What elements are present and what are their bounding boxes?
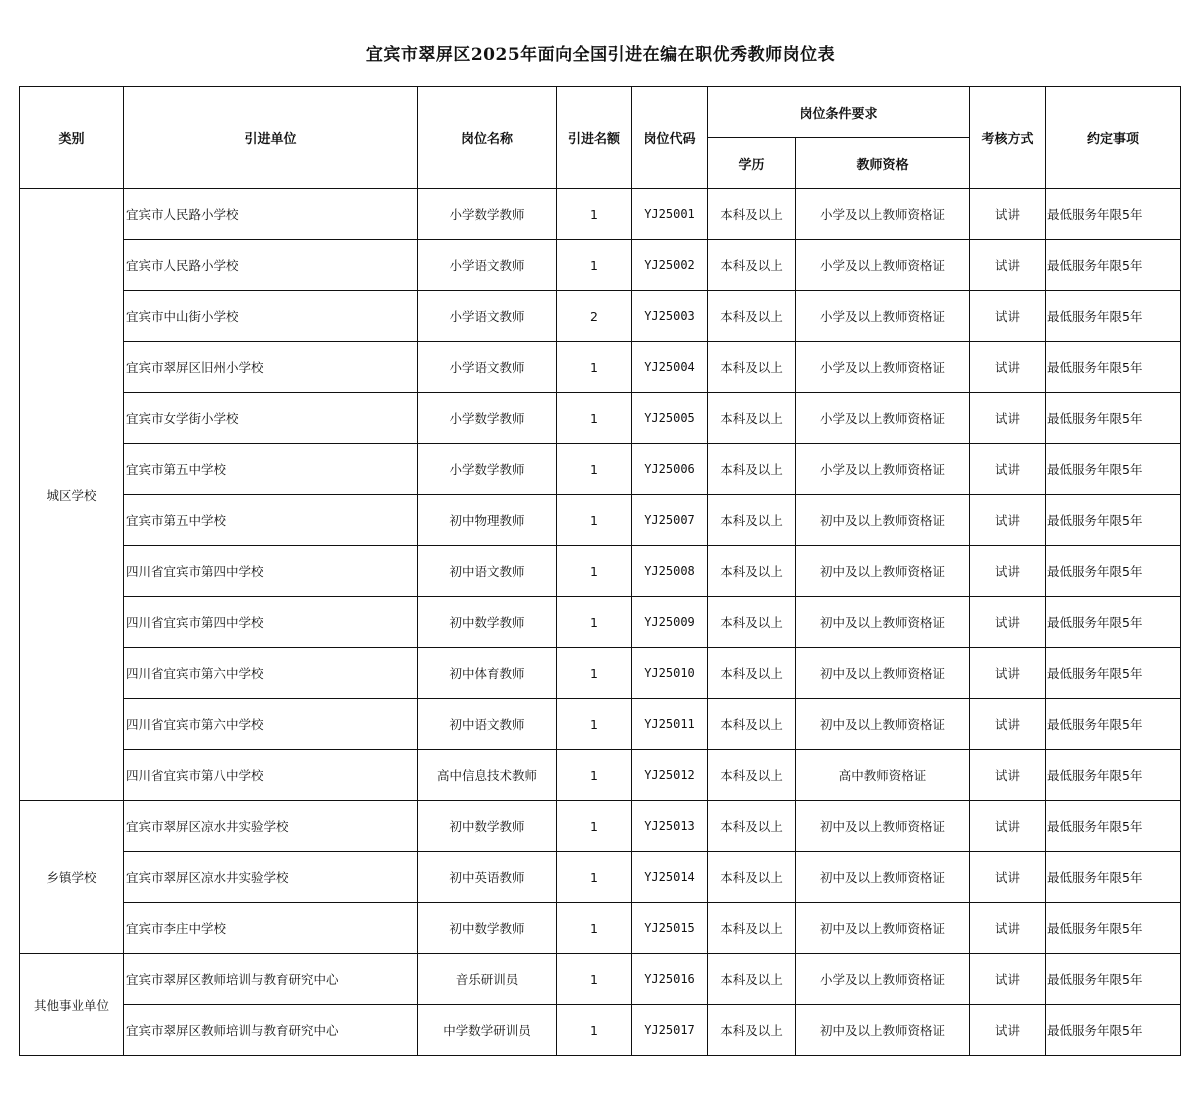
page-title: 宜宾市翠屏区2025年面向全国引进在编在职优秀教师岗位表 <box>365 45 836 65</box>
table-row <box>20 495 1181 546</box>
header-unit: 引进单位 <box>124 87 418 189</box>
position-cell: 初中数学教师 <box>418 903 557 954</box>
terms-cell: 最低服务年限5年 <box>1046 852 1181 903</box>
assessment-cell: 试讲 <box>970 291 1046 342</box>
qualification-cell: 初中及以上教师资格证 <box>796 699 970 750</box>
quota-cell: 1 <box>557 342 632 393</box>
unit-cell: 宜宾市第五中学校 <box>124 444 418 495</box>
qualification-cell: 高中教师资格证 <box>796 750 970 801</box>
qualification-cell: 初中及以上教师资格证 <box>796 648 970 699</box>
unit-cell: 四川省宜宾市第六中学校 <box>124 648 418 699</box>
assessment-cell: 试讲 <box>970 546 1046 597</box>
unit-cell: 宜宾市翠屏区凉水井实验学校 <box>124 852 418 903</box>
table-row <box>20 444 1181 495</box>
position-cell: 小学数学教师 <box>418 189 557 240</box>
code-cell: YJ25016 <box>632 954 708 1005</box>
quota-cell: 1 <box>557 546 632 597</box>
code-cell: YJ25011 <box>632 699 708 750</box>
header-terms: 约定事项 <box>1046 87 1181 189</box>
qualification-cell: 初中及以上教师资格证 <box>796 1005 970 1056</box>
table-header <box>20 87 1181 189</box>
assessment-cell: 试讲 <box>970 1005 1046 1056</box>
assessment-cell: 试讲 <box>970 954 1046 1005</box>
education-cell: 本科及以上 <box>708 546 796 597</box>
table-row <box>20 750 1181 801</box>
header-position: 岗位名称 <box>418 87 557 189</box>
quota-cell: 1 <box>557 597 632 648</box>
education-cell: 本科及以上 <box>708 291 796 342</box>
header-requirements: 岗位条件要求 <box>708 87 970 138</box>
code-cell: YJ25003 <box>632 291 708 342</box>
category-cell: 其他事业单位 <box>20 954 124 1056</box>
assessment-cell: 试讲 <box>970 750 1046 801</box>
code-cell: YJ25004 <box>632 342 708 393</box>
unit-cell: 四川省宜宾市第六中学校 <box>124 699 418 750</box>
table-row <box>20 903 1181 954</box>
terms-cell: 最低服务年限5年 <box>1046 444 1181 495</box>
table-body <box>20 189 1181 1056</box>
assessment-cell: 试讲 <box>970 699 1046 750</box>
position-cell: 音乐研训员 <box>418 954 557 1005</box>
terms-cell: 最低服务年限5年 <box>1046 291 1181 342</box>
assessment-cell: 试讲 <box>970 189 1046 240</box>
unit-cell: 宜宾市翠屏区旧州小学校 <box>124 342 418 393</box>
positions-table <box>19 86 1181 1056</box>
quota-cell: 1 <box>557 648 632 699</box>
unit-cell: 宜宾市女学街小学校 <box>124 393 418 444</box>
terms-cell: 最低服务年限5年 <box>1046 750 1181 801</box>
code-cell: YJ25002 <box>632 240 708 291</box>
education-cell: 本科及以上 <box>708 801 796 852</box>
education-cell: 本科及以上 <box>708 342 796 393</box>
qualification-cell: 小学及以上教师资格证 <box>796 342 970 393</box>
assessment-cell: 试讲 <box>970 393 1046 444</box>
quota-cell: 1 <box>557 240 632 291</box>
terms-cell: 最低服务年限5年 <box>1046 903 1181 954</box>
qualification-cell: 小学及以上教师资格证 <box>796 444 970 495</box>
terms-cell: 最低服务年限5年 <box>1046 597 1181 648</box>
table-row <box>20 393 1181 444</box>
position-cell: 初中物理教师 <box>418 495 557 546</box>
position-cell: 高中信息技术教师 <box>418 750 557 801</box>
quota-cell: 1 <box>557 495 632 546</box>
unit-cell: 宜宾市翠屏区凉水井实验学校 <box>124 801 418 852</box>
qualification-cell: 小学及以上教师资格证 <box>796 393 970 444</box>
table-row <box>20 852 1181 903</box>
education-cell: 本科及以上 <box>708 393 796 444</box>
terms-cell: 最低服务年限5年 <box>1046 495 1181 546</box>
assessment-cell: 试讲 <box>970 852 1046 903</box>
header-assessment: 考核方式 <box>970 87 1046 189</box>
position-cell: 初中语文教师 <box>418 699 557 750</box>
table-row <box>20 189 1181 240</box>
assessment-cell: 试讲 <box>970 801 1046 852</box>
table-row <box>20 954 1181 1005</box>
assessment-cell: 试讲 <box>970 240 1046 291</box>
table-row <box>20 291 1181 342</box>
unit-cell: 四川省宜宾市第四中学校 <box>124 597 418 648</box>
table-row <box>20 1005 1181 1056</box>
position-cell: 小学数学教师 <box>418 393 557 444</box>
quota-cell: 1 <box>557 954 632 1005</box>
header-category: 类别 <box>20 87 124 189</box>
education-cell: 本科及以上 <box>708 699 796 750</box>
qualification-cell: 初中及以上教师资格证 <box>796 495 970 546</box>
terms-cell: 最低服务年限5年 <box>1046 240 1181 291</box>
code-cell: YJ25017 <box>632 1005 708 1056</box>
header-code: 岗位代码 <box>632 87 708 189</box>
unit-cell: 宜宾市人民路小学校 <box>124 189 418 240</box>
education-cell: 本科及以上 <box>708 750 796 801</box>
header-qualification: 教师资格 <box>796 138 970 189</box>
code-cell: YJ25009 <box>632 597 708 648</box>
qualification-cell: 小学及以上教师资格证 <box>796 954 970 1005</box>
quota-cell: 1 <box>557 750 632 801</box>
quota-cell: 1 <box>557 801 632 852</box>
qualification-cell: 小学及以上教师资格证 <box>796 189 970 240</box>
table-row <box>20 801 1181 852</box>
education-cell: 本科及以上 <box>708 597 796 648</box>
terms-cell: 最低服务年限5年 <box>1046 393 1181 444</box>
quota-cell: 1 <box>557 393 632 444</box>
assessment-cell: 试讲 <box>970 903 1046 954</box>
qualification-cell: 初中及以上教师资格证 <box>796 597 970 648</box>
code-cell: YJ25007 <box>632 495 708 546</box>
category-cell: 城区学校 <box>20 189 124 801</box>
position-cell: 初中英语教师 <box>418 852 557 903</box>
qualification-cell: 小学及以上教师资格证 <box>796 291 970 342</box>
unit-cell: 四川省宜宾市第四中学校 <box>124 546 418 597</box>
education-cell: 本科及以上 <box>708 903 796 954</box>
unit-cell: 四川省宜宾市第八中学校 <box>124 750 418 801</box>
terms-cell: 最低服务年限5年 <box>1046 342 1181 393</box>
table-row <box>20 699 1181 750</box>
quota-cell: 1 <box>557 189 632 240</box>
header-quota: 引进名额 <box>557 87 632 189</box>
qualification-cell: 小学及以上教师资格证 <box>796 240 970 291</box>
unit-cell: 宜宾市中山街小学校 <box>124 291 418 342</box>
education-cell: 本科及以上 <box>708 495 796 546</box>
terms-cell: 最低服务年限5年 <box>1046 699 1181 750</box>
qualification-cell: 初中及以上教师资格证 <box>796 801 970 852</box>
unit-cell: 宜宾市李庄中学校 <box>124 903 418 954</box>
quota-cell: 1 <box>557 444 632 495</box>
code-cell: YJ25015 <box>632 903 708 954</box>
code-cell: YJ25013 <box>632 801 708 852</box>
table-row <box>20 546 1181 597</box>
terms-cell: 最低服务年限5年 <box>1046 801 1181 852</box>
quota-cell: 1 <box>557 699 632 750</box>
position-cell: 初中数学教师 <box>418 801 557 852</box>
unit-cell: 宜宾市翠屏区教师培训与教育研究中心 <box>124 954 418 1005</box>
position-cell: 初中体育教师 <box>418 648 557 699</box>
position-cell: 中学数学研训员 <box>418 1005 557 1056</box>
terms-cell: 最低服务年限5年 <box>1046 546 1181 597</box>
assessment-cell: 试讲 <box>970 495 1046 546</box>
unit-cell: 宜宾市翠屏区教师培训与教育研究中心 <box>124 1005 418 1056</box>
table-row <box>20 597 1181 648</box>
table-row <box>20 648 1181 699</box>
terms-cell: 最低服务年限5年 <box>1046 189 1181 240</box>
position-cell: 小学语文教师 <box>418 291 557 342</box>
code-cell: YJ25006 <box>632 444 708 495</box>
code-cell: YJ25008 <box>632 546 708 597</box>
table-row <box>20 342 1181 393</box>
assessment-cell: 试讲 <box>970 342 1046 393</box>
education-cell: 本科及以上 <box>708 1005 796 1056</box>
qualification-cell: 初中及以上教师资格证 <box>796 852 970 903</box>
category-cell: 乡镇学校 <box>20 801 124 954</box>
quota-cell: 1 <box>557 852 632 903</box>
position-cell: 初中语文教师 <box>418 546 557 597</box>
assessment-cell: 试讲 <box>970 648 1046 699</box>
code-cell: YJ25012 <box>632 750 708 801</box>
code-cell: YJ25010 <box>632 648 708 699</box>
position-cell: 小学数学教师 <box>418 444 557 495</box>
quota-cell: 2 <box>557 291 632 342</box>
education-cell: 本科及以上 <box>708 444 796 495</box>
quota-cell: 1 <box>557 903 632 954</box>
assessment-cell: 试讲 <box>970 444 1046 495</box>
education-cell: 本科及以上 <box>708 648 796 699</box>
education-cell: 本科及以上 <box>708 852 796 903</box>
qualification-cell: 初中及以上教师资格证 <box>796 546 970 597</box>
code-cell: YJ25005 <box>632 393 708 444</box>
position-cell: 小学语文教师 <box>418 342 557 393</box>
table-row <box>20 240 1181 291</box>
education-cell: 本科及以上 <box>708 954 796 1005</box>
header-education: 学历 <box>708 138 796 189</box>
terms-cell: 最低服务年限5年 <box>1046 1005 1181 1056</box>
code-cell: YJ25014 <box>632 852 708 903</box>
education-cell: 本科及以上 <box>708 240 796 291</box>
position-cell: 初中数学教师 <box>418 597 557 648</box>
code-cell: YJ25001 <box>632 189 708 240</box>
unit-cell: 宜宾市人民路小学校 <box>124 240 418 291</box>
education-cell: 本科及以上 <box>708 189 796 240</box>
quota-cell: 1 <box>557 1005 632 1056</box>
assessment-cell: 试讲 <box>970 597 1046 648</box>
unit-cell: 宜宾市第五中学校 <box>124 495 418 546</box>
position-cell: 小学语文教师 <box>418 240 557 291</box>
qualification-cell: 初中及以上教师资格证 <box>796 903 970 954</box>
terms-cell: 最低服务年限5年 <box>1046 954 1181 1005</box>
terms-cell: 最低服务年限5年 <box>1046 648 1181 699</box>
